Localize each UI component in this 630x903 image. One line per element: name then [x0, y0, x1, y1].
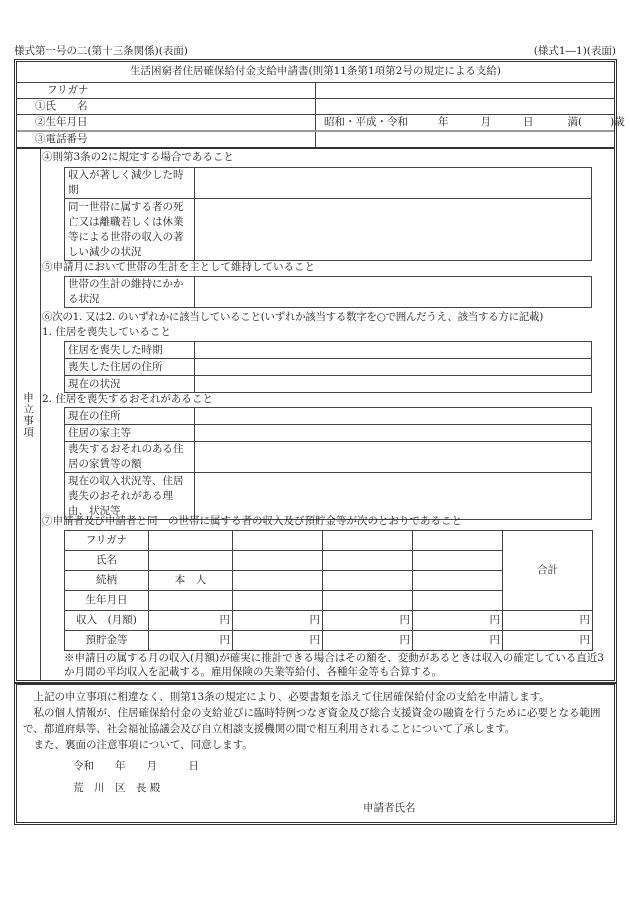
- form-title: 生活困窮者住居確保給付金支給申請書(則第11条第1項第2号の規定による支給): [17, 62, 614, 82]
- row-label-name: 氏名: [65, 551, 149, 571]
- s6-label-lost-address: 喪失した住居の住所: [65, 359, 195, 376]
- applicant-signature-label: 申請者氏名: [363, 802, 416, 814]
- income-cell[interactable]: 円: [323, 611, 413, 631]
- income-cell[interactable]: 円: [413, 611, 503, 631]
- cell[interactable]: [413, 571, 503, 591]
- name-field[interactable]: [316, 98, 615, 114]
- row-label-income: 収入 (月額): [65, 611, 149, 631]
- cell[interactable]: [233, 571, 323, 591]
- row-label-savings: 預貯金等: [65, 631, 149, 651]
- month-unit: 月: [480, 115, 491, 128]
- cell[interactable]: [323, 531, 413, 551]
- s6-table-2: [64, 407, 592, 520]
- income-note: ※申請日の属する月の収入(月額)が確実に推計できる場合はその額を、変動があるときは収入の確定している直近3か月間の平均収入を記載する。雇用保険の失業等給付、各種年金等も合算する。: [64, 652, 604, 678]
- form-number-right: (様式1―1)(表面): [533, 45, 616, 57]
- s5-label: 世帯の生計の維持にかかる状況: [65, 277, 195, 308]
- cell[interactable]: [323, 591, 413, 611]
- income-cell[interactable]: 円: [233, 611, 323, 631]
- phone-label: ③電話番号: [17, 131, 316, 147]
- age-close: )歳: [610, 115, 625, 128]
- year-unit: 年: [438, 115, 449, 128]
- savings-cell[interactable]: 円: [323, 631, 413, 651]
- side-label-text: 申立事項: [22, 391, 34, 438]
- furigana-field[interactable]: [316, 82, 615, 98]
- cell[interactable]: [149, 551, 233, 571]
- savings-cell[interactable]: 円: [233, 631, 323, 651]
- s6-label-address: 現在の住所: [65, 408, 195, 425]
- row-label-birthdate: 生年月日: [65, 591, 149, 611]
- s5-heading: ⑤申請月において世帯の生計を主として維持していること: [42, 261, 315, 273]
- cell[interactable]: [413, 531, 503, 551]
- s6-heading: ⑥次の1. 又は2. のいずれかに該当していること(いずれか該当する数字を○で囲んだうえ、該当する方に記載): [42, 311, 543, 323]
- s4-table: [64, 167, 592, 261]
- cell[interactable]: [233, 531, 323, 551]
- s6-option-1[interactable]: 1. 住居を喪失していること: [42, 326, 171, 338]
- declaration-items: [17, 147, 614, 680]
- total-header: 合計: [503, 531, 593, 611]
- addressee: 荒 川 区 長 殿: [73, 782, 161, 794]
- application-date[interactable]: 令和 年 月 日: [73, 760, 199, 772]
- s4-field-status[interactable]: [195, 199, 592, 261]
- name-label: ①氏 名: [17, 98, 316, 114]
- birthdate-field[interactable]: [316, 114, 625, 131]
- s6-field-address[interactable]: [195, 408, 592, 425]
- s6-field-lost-date[interactable]: [195, 342, 592, 359]
- phone-field[interactable]: [316, 131, 615, 147]
- s7-heading: ⑦申請者及び申請者と同一の世帯に属する者の収入及び預貯金等が次のとおりであること: [42, 515, 462, 527]
- s6-field-lost-address[interactable]: [195, 359, 592, 376]
- row-label-relation: 続柄: [65, 571, 149, 591]
- s4-field-period[interactable]: [195, 168, 592, 199]
- age-open: 満(: [567, 115, 583, 128]
- declaration-box: [14, 683, 617, 825]
- s4-heading: ④則第3条の2に規定する場合であること: [42, 151, 234, 163]
- s6-option-2[interactable]: 2. 住居を喪失するおそれがあること: [42, 393, 213, 405]
- s4-label-period: 収入が著しく減少した時期: [65, 168, 195, 199]
- relation-self: 本 人: [149, 571, 233, 591]
- furigana-label: フリガナ: [17, 82, 316, 98]
- day-unit: 日: [523, 115, 534, 128]
- era-options[interactable]: 昭和・平成・令和: [324, 115, 408, 128]
- s6-label-landlord: 住居の家主等: [65, 425, 195, 442]
- savings-cell[interactable]: 円: [413, 631, 503, 651]
- s6-label-lost-date: 住居を喪失した時期: [65, 342, 195, 359]
- s6-label-current-status: 現在の状況: [65, 376, 195, 393]
- application-form: [14, 59, 625, 683]
- form-number-left: 様式第一号の二(第十三条関係)(表面): [14, 45, 188, 57]
- s6-label-reason: 現在の収入状況等、住居喪失のおそれがある理由、状況等: [65, 473, 195, 520]
- savings-cell[interactable]: 円: [149, 631, 233, 651]
- s5-table: [64, 276, 592, 308]
- consent-paragraph: 私の個人情報が、住居確保給付金の支給並びに臨時特例つなぎ資金及び総合支援資金の融資を行うために必要となる範囲で、都道府県等、社会福祉協議会及び自立相談支援機関の間で相互利用されることについて了承します。: [23, 707, 601, 735]
- household-table: [64, 530, 593, 651]
- cell[interactable]: [149, 591, 233, 611]
- cell[interactable]: [323, 551, 413, 571]
- s6-field-reason[interactable]: [195, 473, 592, 520]
- s6-field-rent[interactable]: [195, 442, 592, 473]
- agreement-paragraph: また、裏面の注意事項について、同意します。: [33, 739, 253, 751]
- savings-total[interactable]: 円: [503, 631, 593, 651]
- applicant-table: [17, 62, 625, 147]
- cell[interactable]: [323, 571, 413, 591]
- s6-label-rent: 喪失するおそれのある住居の家賃等の額: [65, 442, 195, 473]
- side-label: [17, 149, 41, 680]
- income-cell[interactable]: 円: [149, 611, 233, 631]
- cell[interactable]: [149, 531, 233, 551]
- cell[interactable]: [413, 551, 503, 571]
- s6-field-landlord[interactable]: [195, 425, 592, 442]
- s4-label-status: 同一世帯に属する者の死亡又は離職若しくは休業等による世帯の収入の著しい減少の状況: [65, 199, 195, 261]
- s5-field[interactable]: [195, 277, 592, 308]
- declaration-paragraph: 上記の申立事項に相違なく、則第13条の規定により、必要書類を添えて住居確保給付金の支給を申請します。: [33, 691, 550, 703]
- s6-field-current-status[interactable]: [195, 376, 592, 393]
- row-label-furigana: フリガナ: [65, 531, 149, 551]
- s6-table-1: [64, 341, 592, 393]
- cell[interactable]: [233, 551, 323, 571]
- income-total[interactable]: 円: [503, 611, 593, 631]
- birthdate-label: ②生年月日: [17, 114, 316, 131]
- cell[interactable]: [233, 591, 323, 611]
- cell[interactable]: [413, 591, 503, 611]
